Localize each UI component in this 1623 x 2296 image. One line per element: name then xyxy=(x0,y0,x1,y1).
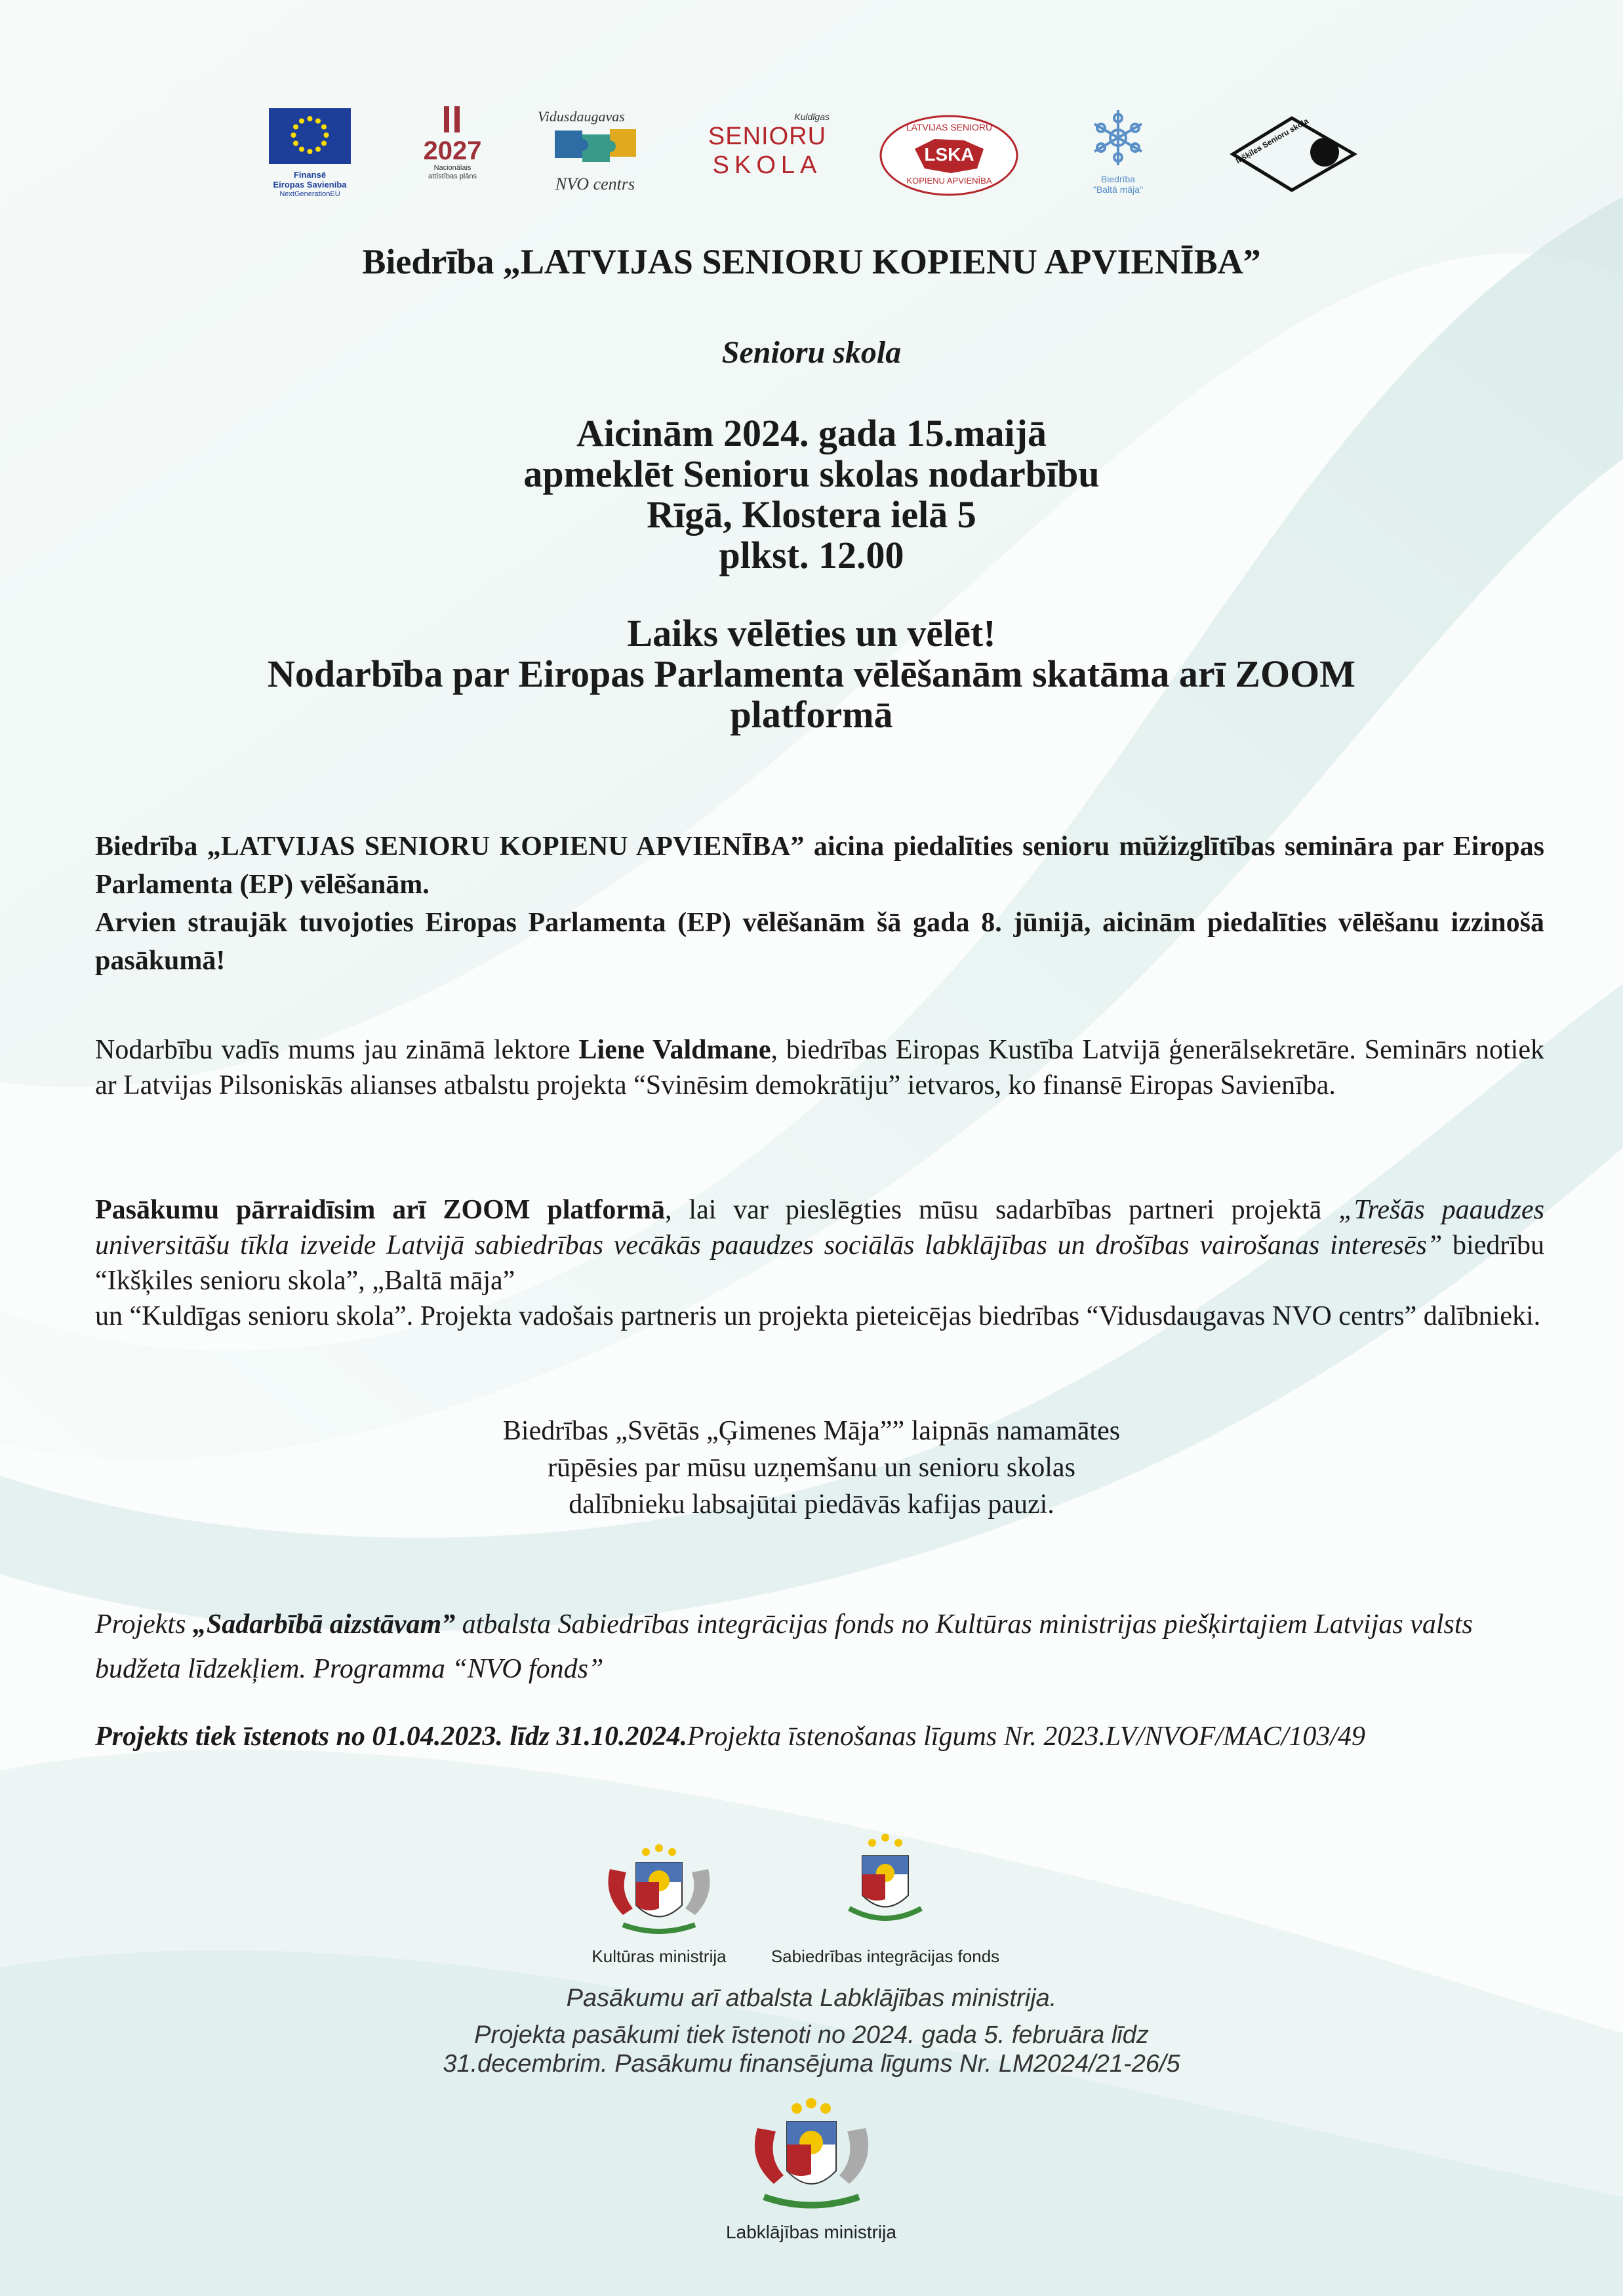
invite-line-4: plkst. 12.00 xyxy=(719,534,904,576)
project-name: „Sadarbībā aizstāvam” xyxy=(192,1609,456,1640)
project-paragraph xyxy=(95,1602,1544,1691)
np-line-1: Nacionālais xyxy=(433,164,471,172)
zoom-text-3: un “Kuldīgas senioru skola”. Projekta vadošais partneris un projekta pieteicējas biedrības “Vidusdaugavas NVO centrs” dalībnieki. xyxy=(95,1301,1541,1331)
lska-bottom-text: KOPIENU APVIENĪBA xyxy=(906,176,992,186)
lecturer-name: Liene Valdmane xyxy=(578,1035,771,1065)
eu-logo xyxy=(269,108,351,199)
hosts-line-3: dalībnieku labsajūtai piedāvās kafijas pauzi. xyxy=(569,1489,1054,1520)
theme-line-3: platformā xyxy=(730,693,893,736)
lecturer-post: , biedrības Eiropas Kustība Latvijā ģenerālsekretāre. Seminārs notiek ar Latvijas Pilsoniskās alianses atbalstu projekta “Svinēsim demokrātiju” ietvaros, ko finansē Eiropas Savienība. xyxy=(95,1035,1544,1100)
snowflake-icon xyxy=(1085,105,1151,171)
lska-mid-text: LSKA xyxy=(924,144,974,165)
org-title: Biedrība „LATVIJAS SENIORU KOPIENU APVIENĪBA” xyxy=(362,242,1261,281)
intro-text-1: Biedrība „LATVIJAS SENIORU KOPIENU APVIENĪBA” aicina piedalīties senioru mūžizglītības semināra par Eiropas Parlamenta (EP) vēlēšanām. xyxy=(95,832,1544,900)
ministry-1-caption: Kultūras ministrija xyxy=(591,1946,727,1966)
support-line-2: Projekta pasākumi tiek īstenoti no 2024. gada 5. februāra līdz xyxy=(474,2021,1149,2049)
ministry-3-caption: Labklājības ministrija xyxy=(726,2222,896,2242)
project-name-italic: „Trešās paaudzes universitāšu tīkla izveide Latvijā sabiedrības vecākās paaudzes sociālās labklājības un drošības vairošanas interesēs” xyxy=(95,1195,1544,1260)
hosts-block xyxy=(0,1413,1623,1523)
theme-line-2: Nodarbība par Eiropas Parlamenta vēlēšanām skatāma arī ZOOM xyxy=(268,653,1355,695)
term-rest: Projekta īstenošanas līgums Nr. 2023.LV/NVOF/MAC/103/49 xyxy=(687,1722,1366,1752)
project-post: atbalsta Sabiedrības integrācijas fonds no Kultūras ministrijas piešķirtajiem Latvijas valsts budžeta līdzekļiem. Programma “NVO fonds” xyxy=(95,1609,1473,1684)
intro-text-2: Arvien straujāk tuvojoties Eiropas Parlamenta (EP) vēlēšanām šā gada 8. jūnijā, aicinām piedalīties vēlēšanu izzinošā pasākumā! xyxy=(95,908,1544,976)
lecturer-paragraph xyxy=(95,1032,1544,1103)
eu-line-2: Eiropas Savienība xyxy=(273,180,347,190)
puzzle-icon xyxy=(543,125,648,171)
eu-line-1: Finansē xyxy=(293,170,327,180)
balta-line-1: Biedrība xyxy=(1100,174,1136,184)
term-paragraph xyxy=(95,1714,1544,1759)
zoom-paragraph xyxy=(95,1192,1544,1334)
intro-paragraph xyxy=(95,828,1544,980)
theme-line-1: Laiks vēlēties un vēlēt! xyxy=(627,612,996,655)
coat-of-arms-small-icon xyxy=(830,1830,941,1935)
nvo-centrs-logo xyxy=(538,108,652,194)
term-bold: Projekts tiek īstenots no 01.04.2023. līdz 31.10.2024. xyxy=(95,1722,688,1752)
zoom-text-1: , lai var pieslēgties mūsu sadarbības partneri projektā xyxy=(665,1195,1339,1225)
np-bars-icon xyxy=(436,105,469,134)
project-pre: Projekts xyxy=(95,1609,193,1640)
invitation-block xyxy=(0,413,1623,576)
eu-flag-icon xyxy=(269,108,351,164)
school-name: Senioru skola xyxy=(721,335,902,370)
hosts-line-1: Biedrības „Svētās „Ģimenes Māja”” laipnās namamātes xyxy=(502,1416,1121,1446)
eu-line-3: NextGenerationEU xyxy=(279,190,340,198)
nvo-top-text: Vidusdaugavas xyxy=(538,108,625,125)
ikskile-label: Ikšķiles Senioru skola xyxy=(1234,116,1310,166)
lska-logo xyxy=(879,113,1020,198)
balta-line-2: "Baltā māja" xyxy=(1092,184,1144,195)
support-block xyxy=(0,1984,1623,2078)
skola-line-2: SKOLA xyxy=(712,151,822,179)
invite-line-3: Rīgā, Klostera ielā 5 xyxy=(647,493,976,536)
support-line-1: Pasākumu arī atbalsta Labklājības ministrija. xyxy=(566,1984,1057,2012)
balta-maja-logo xyxy=(1075,105,1161,195)
coat-of-arms-icon xyxy=(597,1843,721,1941)
hosts-line-2: rūpēsies par mūsu uzņemšanu un senioru skolas xyxy=(548,1453,1075,1483)
ministry-2-caption: Sabiedrības integrācijas fonds xyxy=(771,1946,1000,1966)
nvo-bottom-text: NVO centrs xyxy=(555,174,635,193)
senioru-skola-logo xyxy=(705,111,830,180)
invite-line-1: Aicinām 2024. gada 15.maijā xyxy=(576,412,1047,454)
theme-block xyxy=(0,613,1623,735)
np-number: 2027 xyxy=(423,136,482,165)
invite-line-2: apmeklēt Senioru skolas nodarbību xyxy=(523,453,1100,495)
zoom-bold: Pasākumu pārraidīsim arī ZOOM platformā xyxy=(95,1195,665,1225)
np2027-logo xyxy=(413,105,492,181)
lska-top-text: LATVIJAS SENIORU xyxy=(906,122,993,132)
welfare-coat-of-arms-icon xyxy=(731,2095,892,2217)
skola-line-1: SENIORU xyxy=(708,123,827,150)
lecturer-pre: Nodarbību vadīs mums jau zināmā lektore xyxy=(95,1035,579,1065)
support-line-3: 31.decembrim. Pasākumu finansējuma līgums Nr. LM2024/21-26/5 xyxy=(443,2050,1180,2078)
zoom-text-2: biedrību “Ikšķiles senioru skola”, „Baltā māja” xyxy=(95,1230,1545,1296)
skola-small-text: Kuldīgas xyxy=(794,111,830,122)
np-line-2: attīstības plāns xyxy=(428,172,477,180)
ikskile-logo xyxy=(1220,111,1367,197)
